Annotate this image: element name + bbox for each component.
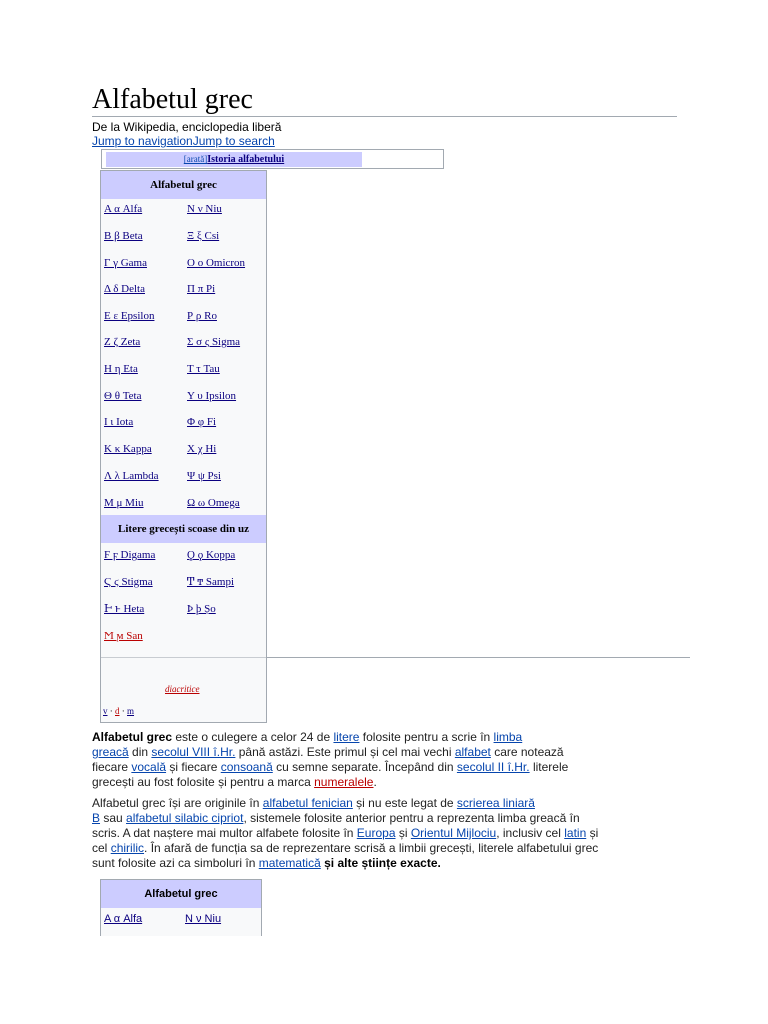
letter-omega-link[interactable]: Ω ω Omega bbox=[187, 497, 240, 509]
history-link[interactable]: Istoria alfabetului bbox=[207, 154, 285, 165]
letter-sigma-link[interactable]: Σ σ ς Sigma bbox=[187, 336, 241, 348]
diacritics-link[interactable]: diacritice bbox=[165, 684, 200, 694]
infobox-separator bbox=[101, 657, 266, 658]
matematica-link[interactable]: matematică bbox=[258, 856, 321, 870]
text: , sistemele folosite anterior pentru a reprezenta limba greacă în bbox=[243, 811, 580, 825]
letter-san-link[interactable]: Ϻ ϻ San bbox=[104, 630, 143, 642]
origins-paragraph bbox=[92, 796, 692, 871]
text: care notează bbox=[490, 745, 564, 759]
orientul-mijlociu-link[interactable]: Orientul Mijlociu bbox=[410, 826, 497, 840]
limba-greaca-link-cont[interactable]: greacă bbox=[92, 745, 129, 759]
text: din bbox=[128, 745, 152, 759]
text: și bbox=[395, 826, 411, 840]
text: este o culegere a celor 24 de bbox=[172, 730, 334, 744]
letter-niu-link[interactable]: Ν ν Niu bbox=[187, 203, 222, 215]
letter-delta-link[interactable]: Δ δ Delta bbox=[104, 283, 145, 295]
text: și bbox=[586, 826, 599, 840]
view-template-link[interactable]: v bbox=[103, 706, 108, 716]
page-title: Alfabetul grec bbox=[92, 84, 253, 115]
letter-beta-link[interactable]: Β β Beta bbox=[104, 230, 143, 242]
letter-gama-link[interactable]: Γ γ Gama bbox=[104, 257, 147, 269]
section-divider bbox=[267, 657, 690, 658]
letter-heta-link[interactable]: Ͱ ͱ Heta bbox=[104, 603, 145, 615]
text: , inclusiv cel bbox=[496, 826, 565, 840]
infobox2-title: Alfabetul grec bbox=[101, 880, 261, 908]
letter-lambda-link[interactable]: Λ λ Lambda bbox=[104, 470, 159, 482]
text: literele bbox=[529, 760, 569, 774]
text: . În afară de funcția sa de reprezentare scrisă a limbii grecești, literele alfabetului grec bbox=[144, 841, 599, 855]
letter-koppa-link[interactable]: Ϙ ϙ Koppa bbox=[187, 549, 236, 561]
letter-psi-link[interactable]: Ψ ψ Psi bbox=[187, 470, 221, 482]
text: cu semne separate. Începând din bbox=[272, 760, 457, 774]
letter-teta-link[interactable]: Θ θ Teta bbox=[104, 390, 142, 402]
text: scris. A dat naștere mai multor alfabete folosite în bbox=[92, 826, 357, 840]
text: grecești au fost folosite și pentru a marca bbox=[92, 775, 315, 789]
vocala-link[interactable]: vocală bbox=[131, 760, 167, 774]
text: și fiecare bbox=[166, 760, 221, 774]
text: și nu este legat de bbox=[352, 796, 457, 810]
discuss-template-link[interactable]: d bbox=[115, 706, 120, 716]
letter-ipsilon-link[interactable]: Υ υ Ipsilon bbox=[187, 390, 237, 402]
letter-sampi-link[interactable]: Ͳ ͳ Sampi bbox=[187, 576, 235, 588]
infobox-title: Alfabetul grec bbox=[101, 171, 266, 199]
title-divider bbox=[92, 116, 677, 117]
site-tagline: De la Wikipedia, enciclopedia liberă bbox=[92, 120, 282, 134]
letter-eta-link[interactable]: Η η Eta bbox=[104, 363, 138, 375]
litere-link[interactable]: litere bbox=[333, 730, 360, 744]
letter-hi-link[interactable]: Χ χ Hi bbox=[187, 443, 217, 455]
letter-fi-link[interactable]: Φ φ Fi bbox=[187, 416, 217, 428]
chirilic-link[interactable]: chirilic bbox=[110, 841, 145, 855]
show-toggle[interactable]: [arată] bbox=[183, 154, 208, 164]
archaic-letters-header: Litere grecești scoase din uz bbox=[101, 515, 266, 543]
letter-digama-link[interactable]: Ϝ ϝ Digama bbox=[104, 549, 156, 561]
letter-niu-link[interactable]: Ν ν Niu bbox=[185, 913, 222, 925]
letter-alfa-link[interactable]: Α α Alfa bbox=[104, 913, 143, 925]
text: până astăzi. Este primul și cel mai vechi bbox=[235, 745, 455, 759]
letter-alfa-link[interactable]: Α α Alfa bbox=[104, 203, 143, 215]
latin-link[interactable]: latin bbox=[564, 826, 587, 840]
jump-links bbox=[92, 134, 275, 149]
scrierea-liniara-b-link-cont[interactable]: B bbox=[92, 811, 101, 825]
letter-omicron-link[interactable]: Ο ο Omicron bbox=[187, 257, 246, 269]
vdm-separator: · bbox=[119, 706, 127, 716]
text: Alfabetul grec își are originile în bbox=[92, 796, 263, 810]
secolul-viii-link[interactable]: secolul VIII î.Hr. bbox=[151, 745, 236, 759]
history-navbox bbox=[101, 149, 444, 169]
text: cel bbox=[92, 841, 111, 855]
numeralele-link[interactable]: numeralele bbox=[314, 775, 374, 789]
edit-template-link[interactable]: m bbox=[127, 706, 135, 716]
letter-miu-link[interactable]: Μ μ Miu bbox=[104, 497, 144, 509]
alfabet-link[interactable]: alfabet bbox=[454, 745, 491, 759]
text: . bbox=[373, 775, 377, 789]
history-navbox-header bbox=[106, 152, 362, 167]
letter-zeta-link[interactable]: Ζ ζ Zeta bbox=[104, 336, 141, 348]
letter-iota-link[interactable]: Ι ι Iota bbox=[104, 416, 134, 428]
letter-stigma-link[interactable]: Ϛ ϛ Stigma bbox=[104, 576, 153, 588]
alfabetul-fenician-link[interactable]: alfabetul fenician bbox=[262, 796, 353, 810]
text: fiecare bbox=[92, 760, 132, 774]
greek-alphabet-infobox bbox=[100, 170, 267, 723]
jump-to-search-link[interactable]: Jump to search bbox=[192, 134, 275, 148]
europa-link[interactable]: Europa bbox=[356, 826, 396, 840]
letter-kappa-link[interactable]: Κ κ Kappa bbox=[104, 443, 152, 455]
jump-to-navigation-link[interactable]: Jump to navigation bbox=[92, 134, 193, 148]
greek-alphabet-infobox-secondary bbox=[100, 879, 262, 936]
text: sunt folosite azi ca simboluri în bbox=[92, 856, 259, 870]
scrierea-liniara-b-link[interactable]: scrierea liniară bbox=[456, 796, 535, 810]
letter-ro-link[interactable]: Ρ ρ Ro bbox=[187, 310, 217, 322]
secolul-ii-link[interactable]: secolul II î.Hr. bbox=[456, 760, 530, 774]
intro-paragraph bbox=[92, 730, 692, 790]
text: folosite pentru a scrie în bbox=[359, 730, 494, 744]
navbox-vdm bbox=[103, 706, 134, 716]
text: sau bbox=[100, 811, 127, 825]
bold-term: Alfabetul grec bbox=[92, 730, 173, 744]
alfabetul-silabic-cipriot-link[interactable]: alfabetul silabic cipriot bbox=[126, 811, 244, 825]
letter-tau-link[interactable]: Τ τ Tau bbox=[187, 363, 220, 375]
letter-sho-link[interactable]: Ϸ ϸ Șo bbox=[187, 603, 216, 615]
letter-epsilon-link[interactable]: Ε ε Epsilon bbox=[104, 310, 155, 322]
consoana-link[interactable]: consoană bbox=[220, 760, 273, 774]
bold-text: și alte științe exacte. bbox=[320, 856, 441, 870]
letter-csi-link[interactable]: Ξ ξ Csi bbox=[187, 230, 220, 242]
limba-greaca-link[interactable]: limba bbox=[493, 730, 523, 744]
vdm-separator: · bbox=[107, 706, 115, 716]
letter-pi-link[interactable]: Π π Pi bbox=[187, 283, 216, 295]
